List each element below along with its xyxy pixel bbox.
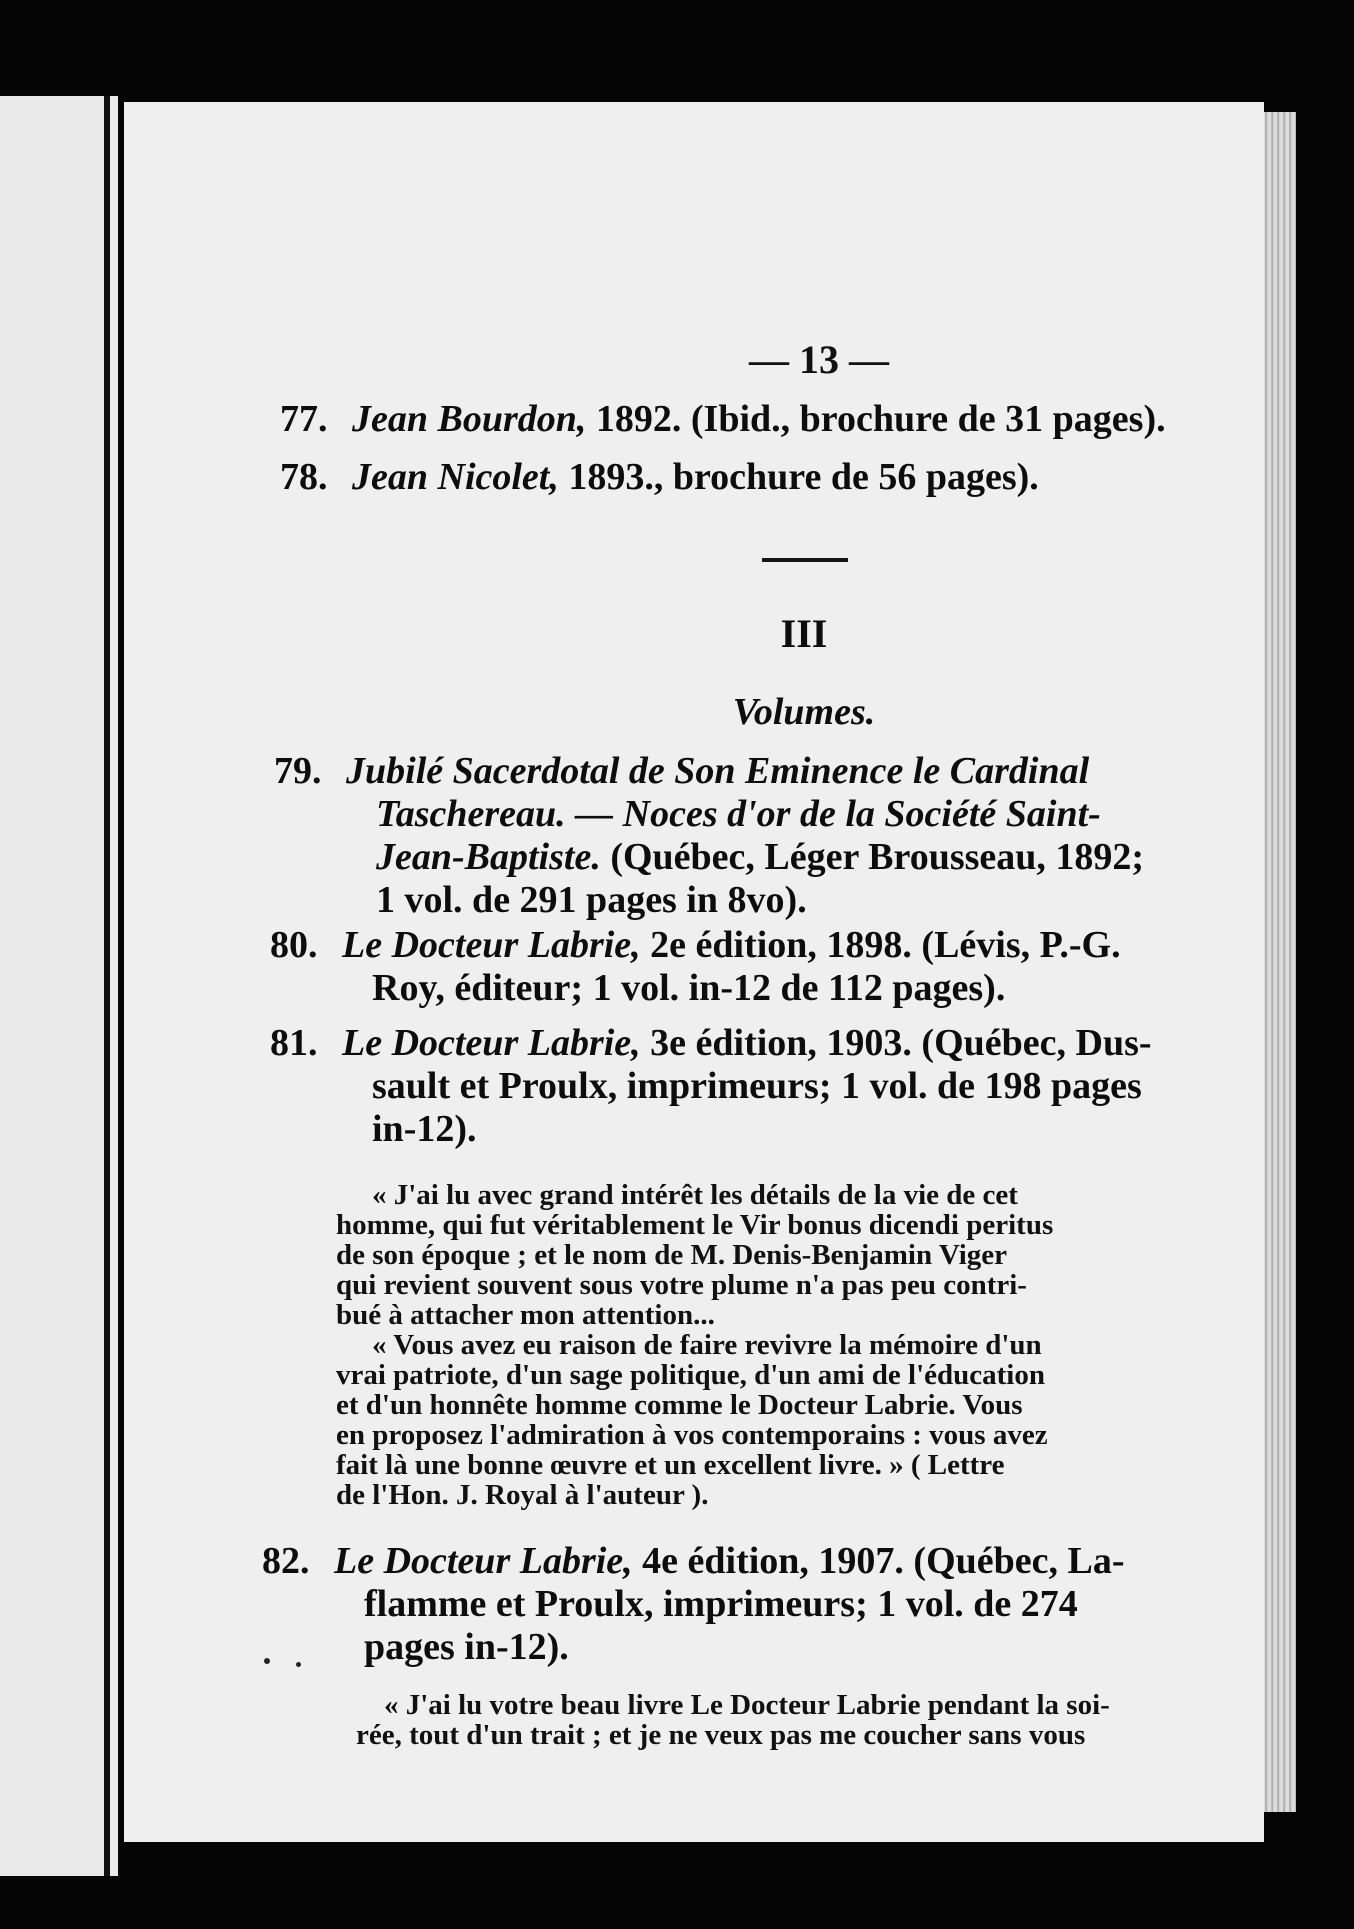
entry-text: 2e édition, 1898. (Lévis, P.-G. — [640, 924, 1121, 966]
quote-line: de l'Hon. J. Royal à l'auteur ). — [336, 1479, 709, 1511]
entry-text: Roy, éditeur; 1 vol. in-12 de 112 pages). — [372, 967, 1006, 1009]
review-quote-2 — [356, 1690, 1236, 1750]
quote-line: vrai patriote, d'un sage politique, d'un ami de l'éducation — [336, 1359, 1045, 1391]
quote-line: qui revient souvent sous votre plume n'a pas peu contri- — [336, 1269, 1027, 1301]
entry-number: 77. — [280, 398, 328, 440]
entry-title-line: Jean-Baptiste. — [376, 836, 601, 878]
quote-line: « J'ai lu votre beau livre Le Docteur Labrie pendant la soi- — [384, 1689, 1110, 1721]
ink-speck — [296, 1662, 301, 1667]
entry-title: Le Docteur Labrie, — [334, 1540, 633, 1582]
entry-number: 79. — [274, 750, 322, 792]
entry-number: 82. — [262, 1540, 310, 1582]
page-stack-edge — [1262, 112, 1296, 1812]
facing-page-edge — [0, 96, 118, 1876]
entry-text: in-12). — [372, 1108, 477, 1150]
entry-text: 1893., brochure de 56 pages). — [558, 456, 1039, 498]
entry-number: 80. — [270, 924, 318, 966]
entry-title-line: Taschereau. — Noces d'or de la Société Saint- — [376, 793, 1101, 835]
entry-title: Le Docteur Labrie, — [342, 924, 641, 966]
binding-shadow — [104, 96, 110, 1876]
entry-text: 3e édition, 1903. (Québec, Dus- — [640, 1022, 1152, 1064]
entry-text: pages in-12). — [364, 1626, 569, 1668]
entry-number: 78. — [280, 456, 328, 498]
review-quote-1 — [336, 1180, 1216, 1510]
quote-line: et d'un honnête homme comme le Docteur Labrie. Vous — [336, 1389, 1023, 1421]
section-title: Volumes. — [732, 691, 876, 733]
entry-title: Jean Bourdon, — [352, 398, 587, 440]
quote-line: de son époque ; et le nom de M. Denis-Benjamin Viger — [336, 1239, 1007, 1271]
entry-title-line: Jubilé Sacerdotal de Son Eminence le Cardinal — [346, 750, 1090, 792]
quote-line: fait là une bonne œuvre et un excellent livre. » ( Lettre — [336, 1449, 1005, 1481]
entry-text: 4e édition, 1907. (Québec, La- — [632, 1540, 1125, 1582]
scanned-page — [124, 102, 1264, 1842]
entry-title: Jean Nicolet, — [352, 456, 559, 498]
entry-text: (Québec, Léger Brousseau, 1892; — [600, 836, 1145, 878]
ink-speck — [264, 1658, 270, 1664]
quote-line: « Vous avez eu raison de faire revivre la mémoire d'un — [372, 1329, 1042, 1361]
quote-line: en proposez l'admiration à vos contemporains : vous avez — [336, 1419, 1048, 1451]
section-numeral: III — [780, 611, 828, 656]
section-divider — [762, 558, 848, 562]
quote-line: « J'ai lu avec grand intérêt les détails de la vie de cet — [372, 1179, 1018, 1211]
entry-number: 81. — [270, 1022, 318, 1064]
quote-line: homme, qui fut véritablement le Vir bonus dicendi peritus — [336, 1209, 1054, 1241]
entry-text: 1 vol. de 291 pages in 8vo). — [376, 879, 807, 921]
quote-line: bué à attacher mon attention... — [336, 1299, 715, 1331]
entry-title: Le Docteur Labrie, — [342, 1022, 641, 1064]
entry-text: sault et Proulx, imprimeurs; 1 vol. de 198 pages — [372, 1065, 1142, 1107]
quote-line: rée, tout d'un trait ; et je ne veux pas me coucher sans vous — [356, 1719, 1086, 1751]
entry-text: 1892. (Ibid., brochure de 31 pages). — [586, 398, 1166, 440]
entry-text: flamme et Proulx, imprimeurs; 1 vol. de 274 — [364, 1583, 1078, 1625]
page-number: — 13 — — [749, 337, 889, 382]
